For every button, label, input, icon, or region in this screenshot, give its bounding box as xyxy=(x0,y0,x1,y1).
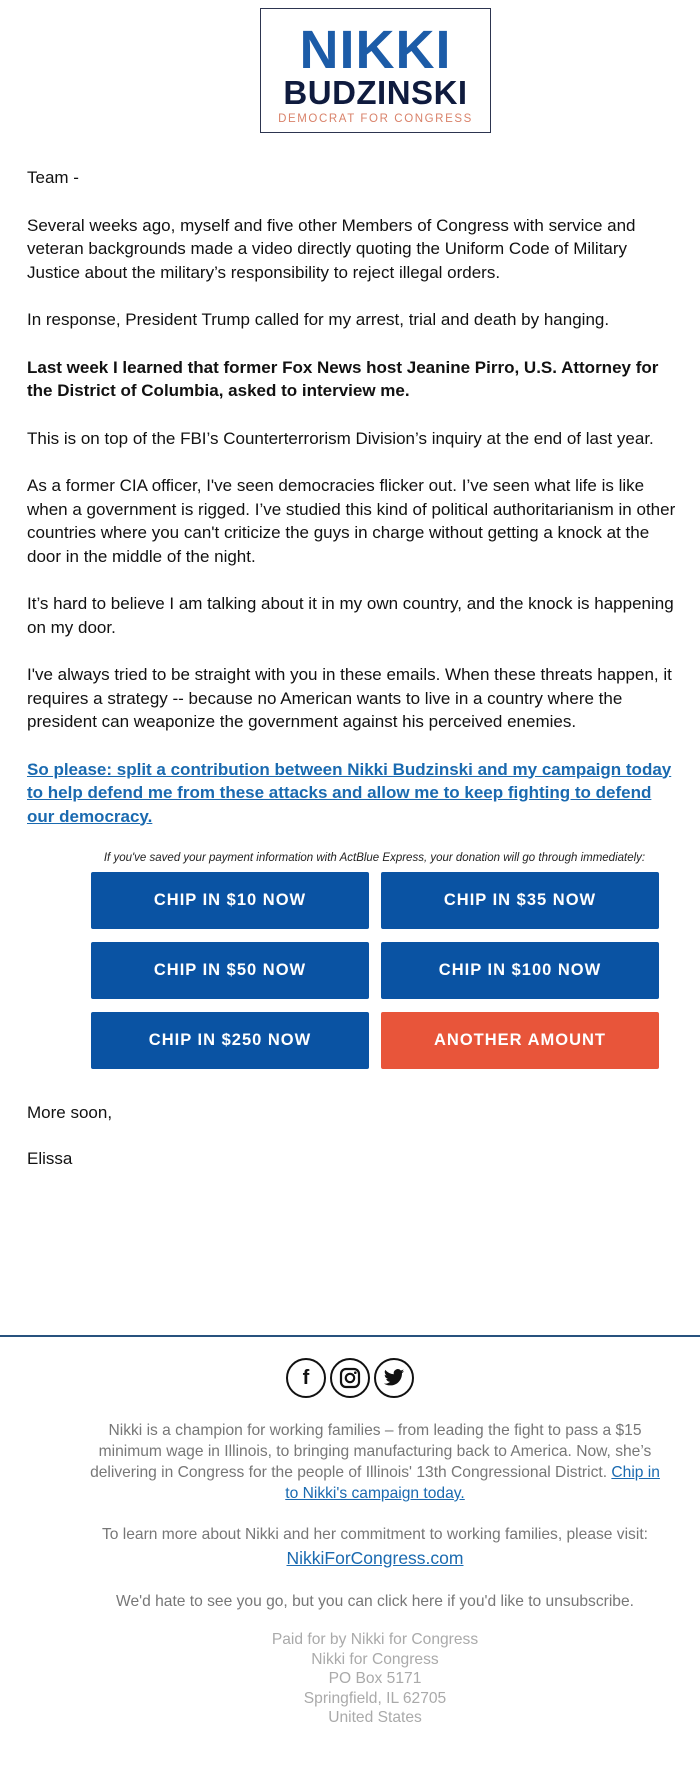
paragraph: In response, President Trump called for my arrest, trial and death by hanging. xyxy=(27,310,610,329)
logo-last-name: BUDZINSKI xyxy=(283,74,468,111)
footer-address xyxy=(90,1630,660,1748)
chip-in-50-button[interactable]: CHIP IN $50 NOW xyxy=(91,942,369,999)
social-links xyxy=(0,1358,700,1398)
donation-buttons xyxy=(91,872,658,1069)
footer-divider xyxy=(0,1335,700,1337)
campaign-logo xyxy=(260,8,491,133)
footer-about xyxy=(90,1420,660,1504)
address-line: United States xyxy=(328,1709,422,1726)
donate-cta-link[interactable]: So please: split a contribution between Nikki Budzinski and my campaign today to help defend me from these attacks and allow me to keep fighting to defend our democracy. xyxy=(27,759,672,826)
paragraph: It’s hard to believe I am talking about it in my own country, and the knock is happening on my door. xyxy=(27,594,674,637)
donation-section xyxy=(0,852,700,1069)
chip-in-100-button[interactable]: CHIP IN $100 NOW xyxy=(381,942,659,999)
twitter-icon[interactable] xyxy=(374,1358,414,1398)
another-amount-button[interactable]: ANOTHER AMOUNT xyxy=(381,1012,659,1069)
about-text: Nikki is a champion for working families – from leading the fight to pass a $15 minimum wage in Illinois, to bringing manufacturing back to America. Now, she’s delivering in Congress for the people of Illinois' 13th Congressional District. xyxy=(90,1422,652,1481)
address-line: Springfield, IL 62705 xyxy=(303,1689,447,1707)
chip-in-10-button[interactable]: CHIP IN $10 NOW xyxy=(91,872,369,929)
greeting: Team - xyxy=(27,168,79,187)
paragraph: As a former CIA officer, I've seen democracies flicker out. I’ve seen what life is like when a government is rigged. I’ve studied this kind of political authoritarianism in other countries where you can't criticize the guys in charge without getting a knock at the door in the middle of the night. xyxy=(27,476,676,566)
address-line: PO Box 5171 xyxy=(328,1670,422,1687)
chip-in-link[interactable]: Chip in to Nikki's campaign today. xyxy=(285,1464,660,1502)
address-line: Nikki for Congress xyxy=(311,1650,439,1668)
bold-paragraph: Last week I learned that former Fox News host Jeanine Pirro, U.S. Attorney for the District of Columbia, asked to interview me. xyxy=(27,357,659,400)
logo-tagline: DEMOCRAT FOR CONGRESS xyxy=(278,113,473,125)
learn-text: To learn more about Nikki and her commitment to working families, please visit: xyxy=(101,1526,648,1543)
website-link[interactable]: NikkiForCongress.com xyxy=(286,1548,464,1568)
email-body xyxy=(0,133,700,828)
chip-in-35-button[interactable]: CHIP IN $35 NOW xyxy=(381,872,659,929)
paid-for-line: Paid for by Nikki for Congress xyxy=(271,1631,479,1648)
paragraph: Several weeks ago, myself and five other Members of Congress with service and veteran backgrounds made a video directly quoting the Uniform Code of Military Justice about the military’s responsibility to reject illegal orders. xyxy=(27,215,636,282)
paragraph: This is on top of the FBI’s Counterterrorism Division’s inquiry at the end of last year. xyxy=(27,428,654,448)
paragraph: I've always tried to be straight with you in these emails. When these threats happen, it requires a strategy -- because no American wants to live in a country where the president can weaponize the government against his perceived enemies. xyxy=(27,665,672,731)
closing: More soon, xyxy=(27,1103,113,1122)
instagram-icon[interactable] xyxy=(330,1358,370,1398)
actblue-note: If you've saved your payment information with ActBlue Express, your donation will go through immediately: xyxy=(103,852,646,864)
facebook-icon[interactable]: f xyxy=(286,1358,326,1398)
logo-first-name: NIKKI xyxy=(299,20,452,80)
signature-name: Elissa xyxy=(27,1149,73,1168)
unsubscribe-link[interactable]: We'd hate to see you go, but you can click here if you'd like to unsubscribe. xyxy=(116,1593,634,1610)
footer-learn xyxy=(90,1524,660,1571)
chip-in-250-button[interactable]: CHIP IN $250 NOW xyxy=(91,1012,369,1069)
